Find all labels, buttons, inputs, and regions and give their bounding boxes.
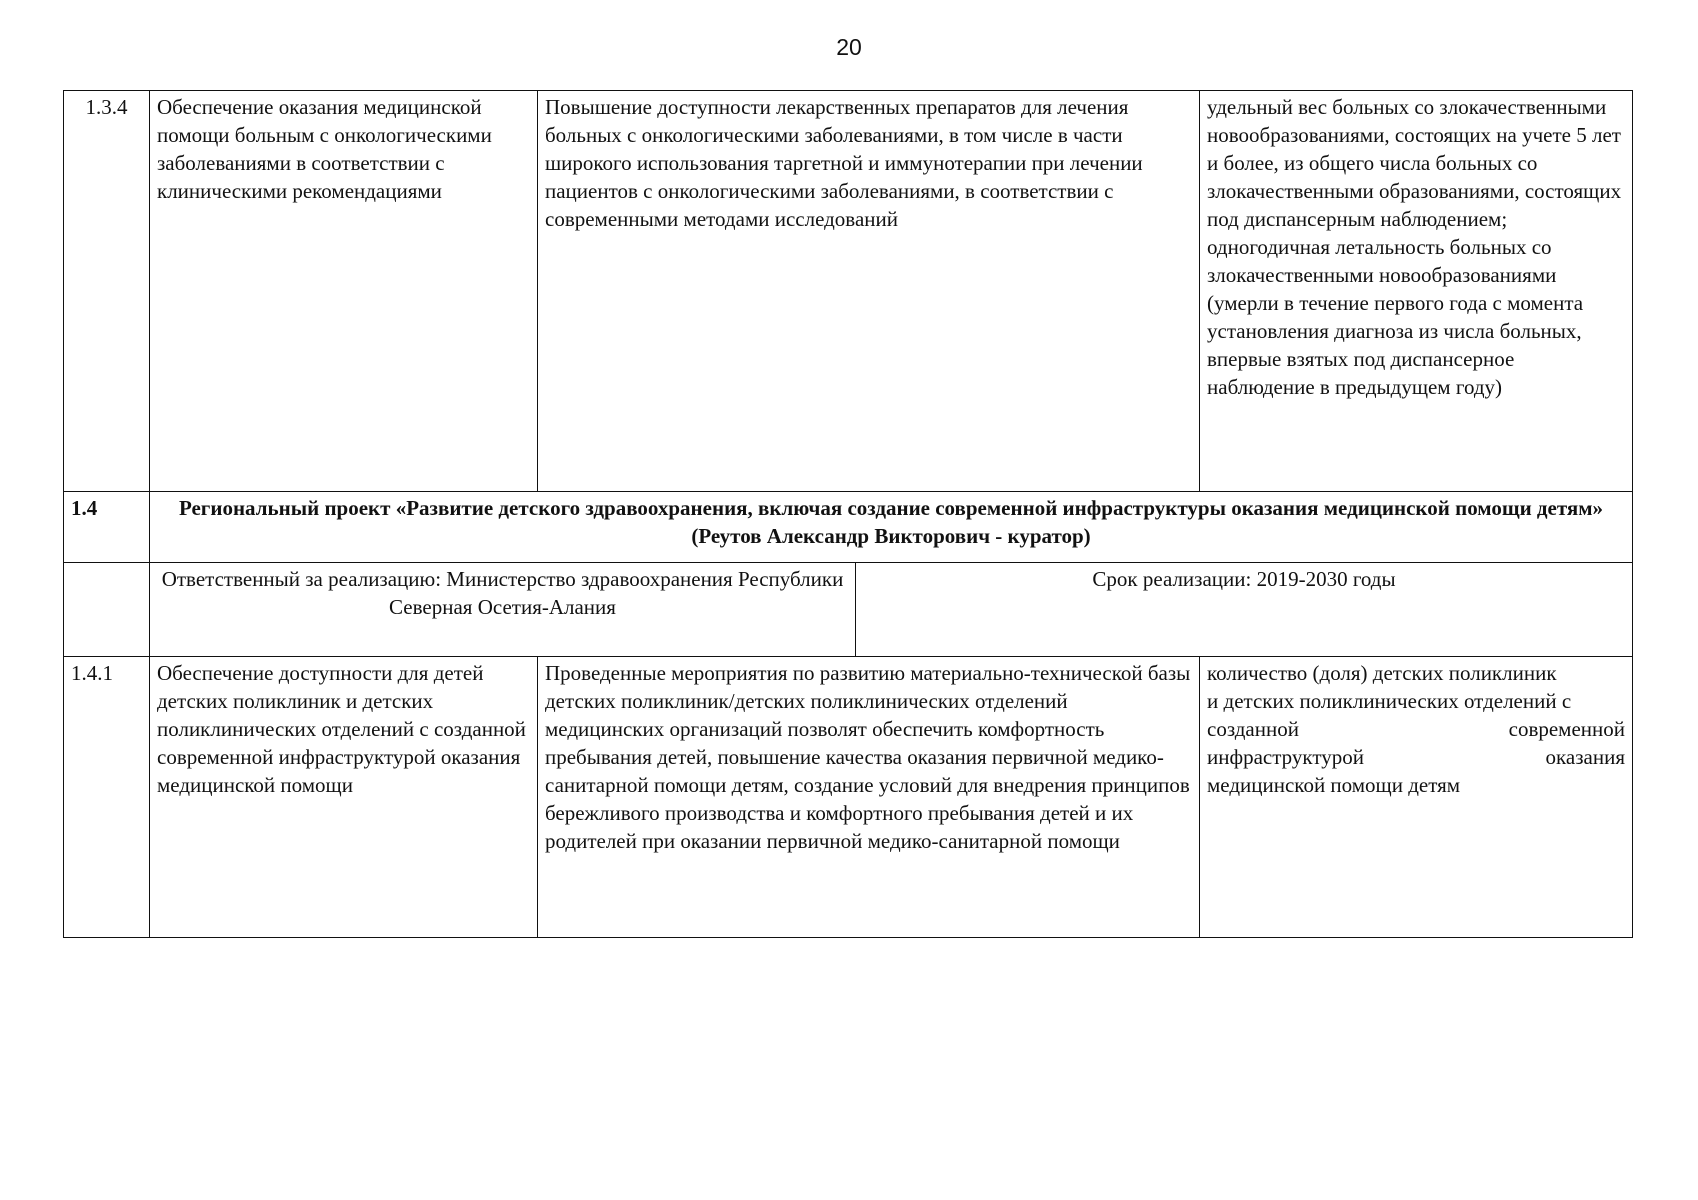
indicator-text: созданной [1207, 717, 1299, 741]
indicator-line [1207, 687, 1625, 715]
indicator-text: и детских поликлинических отделений с [1207, 689, 1572, 713]
indicator-text: количество (доля) детских поликлиник [1207, 661, 1557, 685]
indicator-text: медицинской помощи детям [1207, 773, 1461, 797]
indicator-line [1207, 659, 1625, 687]
table-row-1-4-1 [64, 657, 1633, 938]
section-number: 1.4 [64, 492, 150, 563]
section-title: Региональный проект «Развитие детского здравоохранения, включая создание современной инфраструктуры оказания медицинской помощи детям» (Реутов Александр Викторович - куратор) [150, 492, 1633, 563]
indicator-line [1207, 771, 1625, 799]
empty-cell [64, 563, 150, 657]
page-number: 20 [836, 34, 862, 60]
indicator-paragraph: одногодичная летальность больных со злокачественными новообразованиями (умерли в течение первого года с момента установления диагноза из числа больных, впервые взятых под диспансерное наблюдение в предыдущем году) [1207, 235, 1584, 399]
measures-table [63, 90, 1633, 938]
table-row-1-4 [64, 492, 1633, 563]
indicator-paragraph: удельный вес больных со злокачественными новообразованиями, состоящих на учете 5 лет и более, из общего числа больных со злокачественными образованиями, состоящих под диспансерным наблюдением; [1207, 95, 1622, 231]
row-number: 1.3.4 [64, 91, 150, 492]
measure-indicator [1200, 657, 1633, 938]
table-row-1-3-4 [64, 91, 1633, 492]
indicator-text: оказания [1545, 745, 1626, 769]
indicator-line [1207, 715, 1625, 743]
indicator-text: инфраструктурой [1207, 745, 1364, 769]
measure-name: Обеспечение оказания медицинской помощи больным с онкологическими заболеваниями в соответствии с клиническими рекомендациями [150, 91, 538, 492]
measure-result: Проведенные мероприятия по развитию материально-технической базы детских поликлиник/детских поликлинических отделений медицинских организаций позволят обеспечить комфортность пребывания детей, повышение качества оказания первичной медико-санитарной помощи детям, создание условий для внедрения принципов бережливого производства и комфортного пребывания детей и их родителей при оказании первичной медико-санитарной помощи [538, 657, 1200, 938]
indicator-line [1207, 743, 1625, 771]
measure-result: Повышение доступности лекарственных препаратов для лечения больных с онкологическими заболеваниями, в том числе в части широкого использования таргетной и иммунотерапии при лечении пациентов с онкологическими заболеваниями, в соответствии с современными методами исследований [538, 91, 1200, 492]
table-row-1-4-info [64, 563, 1633, 657]
measure-indicator [1200, 91, 1633, 492]
indicator-text: современной [1508, 717, 1626, 741]
implementation-term: Срок реализации: 2019-2030 годы [856, 563, 1633, 657]
responsible-org: Ответственный за реализацию: Министерство здравоохранения Республики Северная Осетия-Алания [150, 563, 856, 657]
measure-name: Обеспечение доступности для детей детских поликлиник и детских поликлинических отделений с созданной современной инфраструктурой оказания медицинской помощи [150, 657, 538, 938]
row-number: 1.4.1 [64, 657, 150, 938]
